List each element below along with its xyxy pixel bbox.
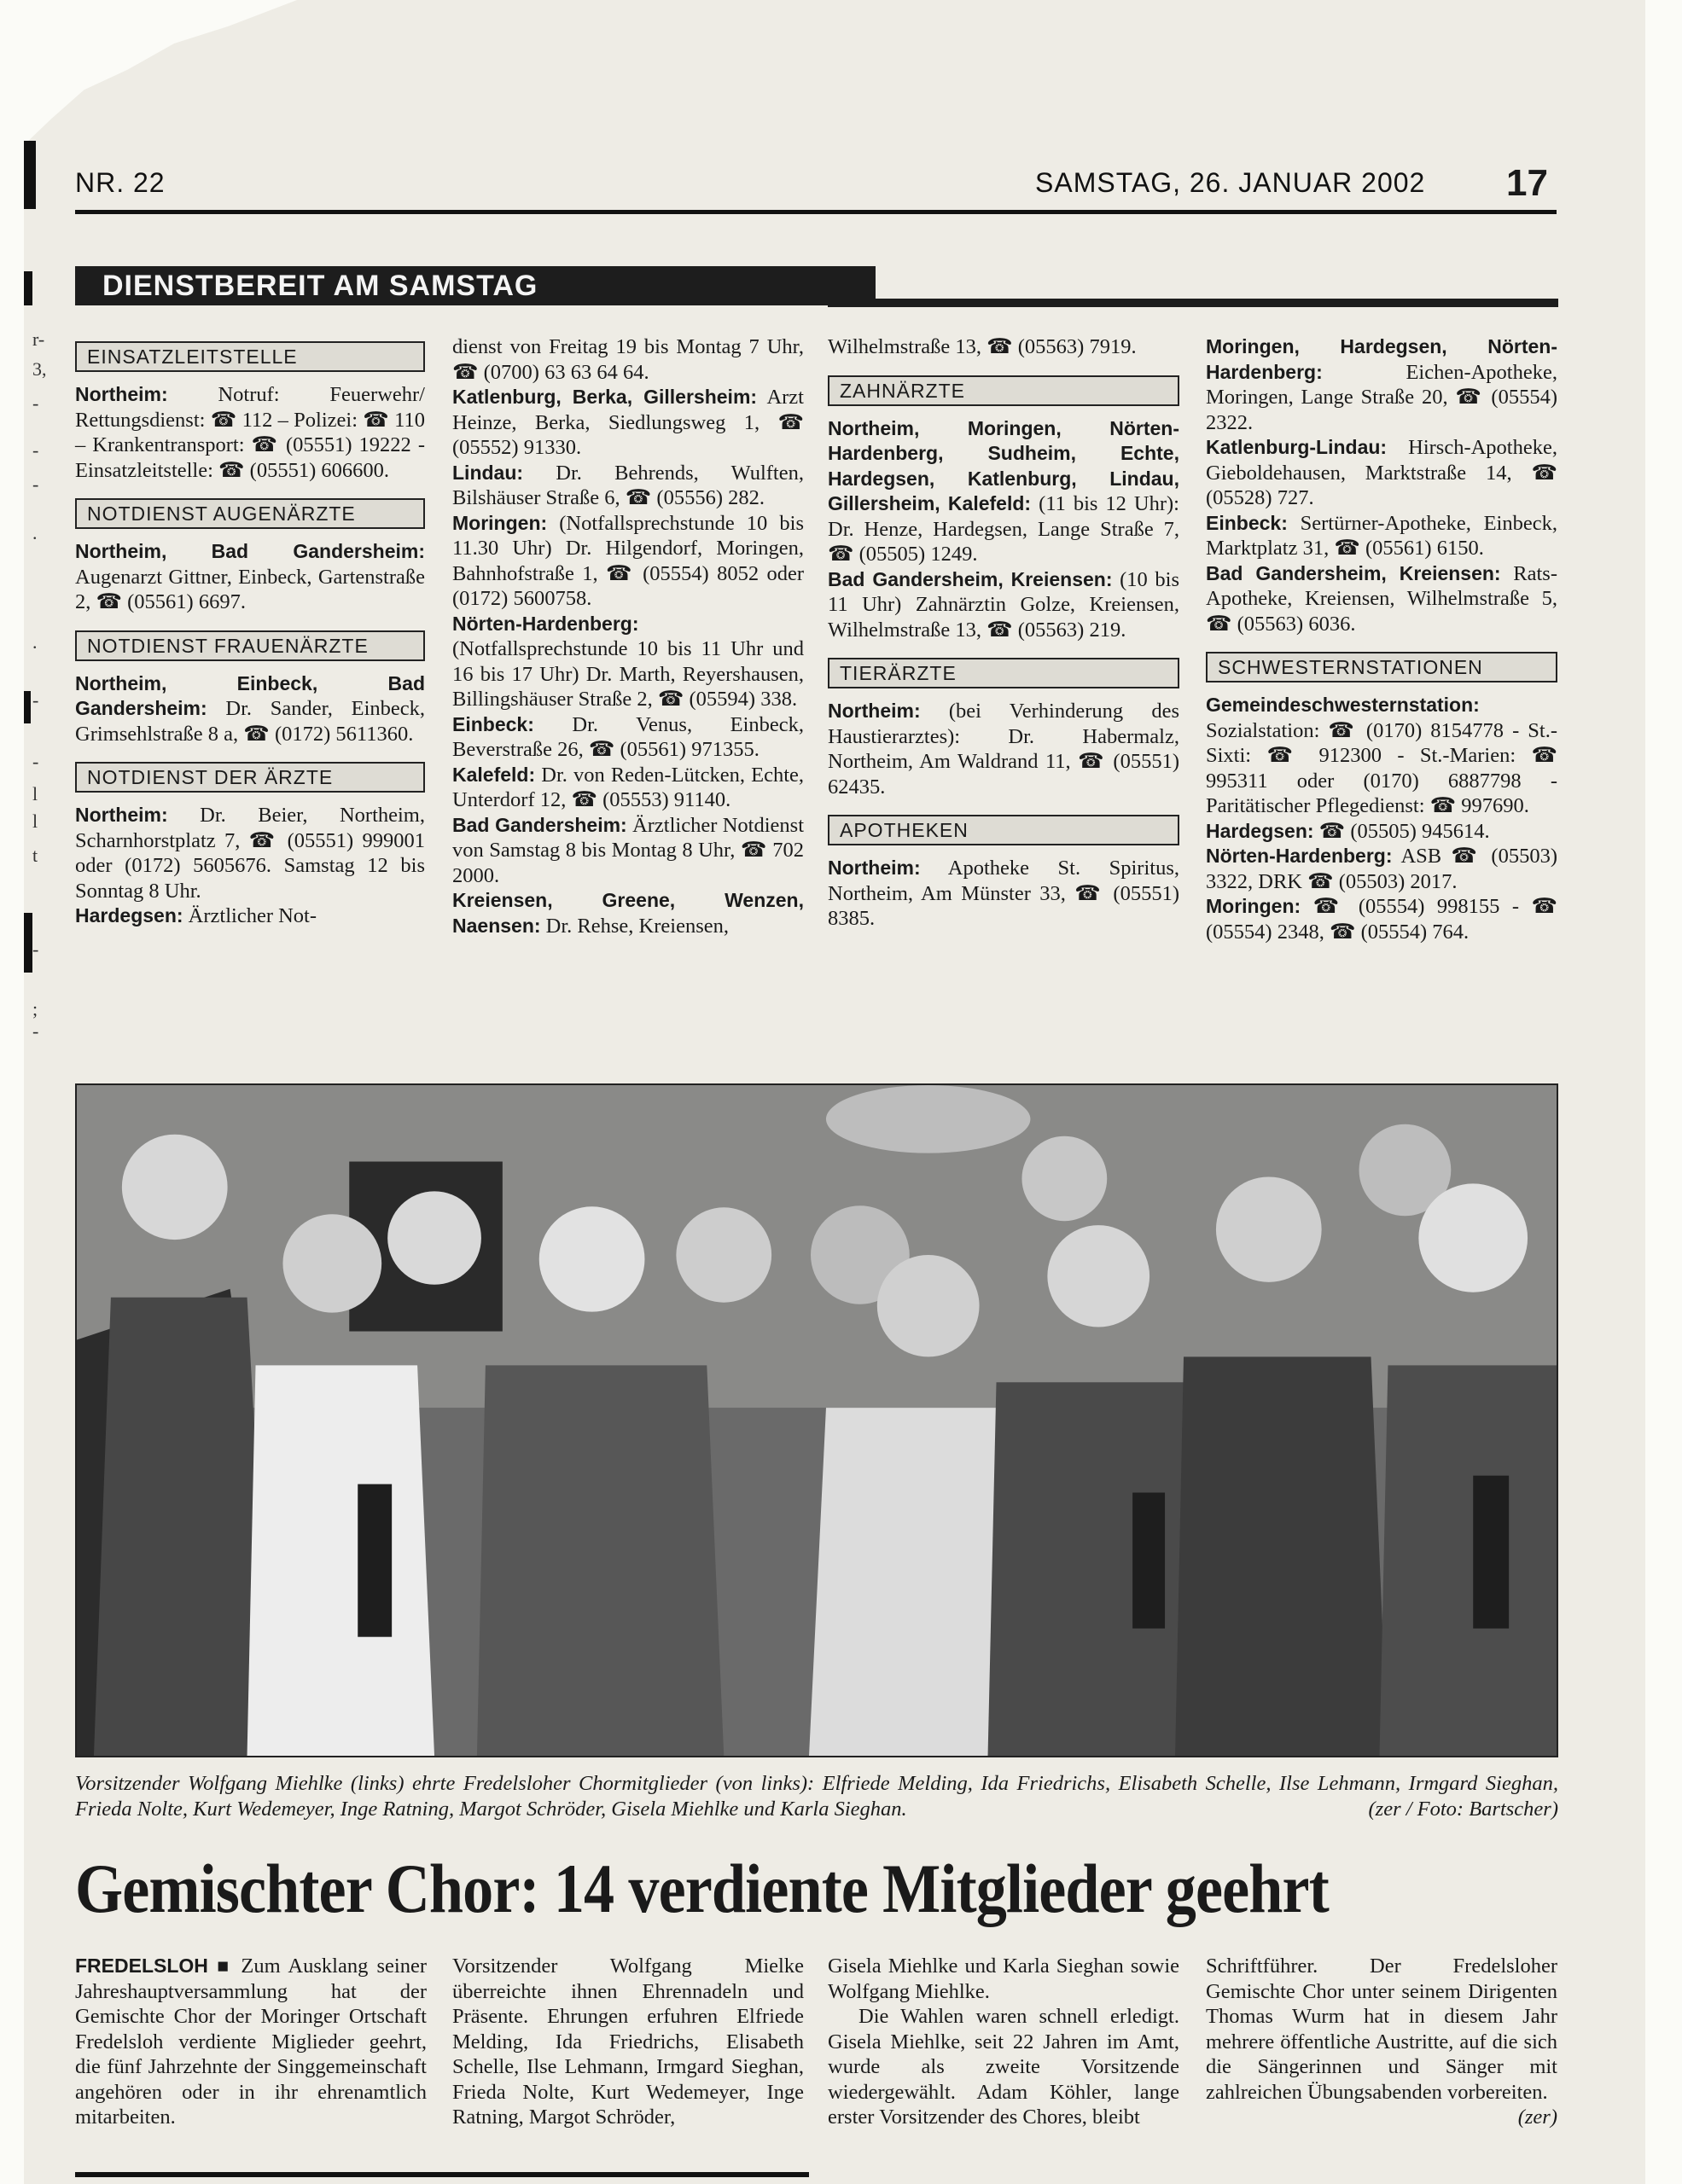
entry-place: Northeim, Moringen, Nörten-Hardenberg, Sudheim, Echte, Hardegsen, Katlenburg, Lindau, Gillersheim, Kalefeld: [828,416,1179,514]
entry-place: Einbeck: [1206,511,1288,534]
service-entry [452,763,804,813]
service-column-1 [75,334,425,929]
article-column-2 [452,1954,804,2130]
edge-mark [24,271,32,305]
photo-caption [75,1771,1558,1822]
entry-place: Nörten-Hardenberg: [1206,845,1393,867]
author-sign: (zer) [1517,2106,1557,2129]
clipped-char: - [32,1020,39,1042]
edge-mark [24,141,36,209]
entry-place: Northeim: [75,804,168,826]
entry-place: Moringen: [1206,895,1301,917]
entry-place: Bad Gandersheim, Kreiensen: [828,567,1113,590]
service-entry [828,567,1179,643]
service-entry [1206,844,1557,894]
clipped-char: ; [32,998,38,1019]
bottom-rule [75,2172,809,2177]
service-entry [75,671,425,747]
entry-place: Northeim: [75,383,168,405]
page-number: 17 [1506,162,1548,204]
article-text: Gisela Miehlke und Karla Sieghan sowie Wolfgang Miehlke. [828,1955,1179,2003]
edge-mark [24,691,31,723]
entry-place: Katlenburg, Berka, Gillersheim: [452,386,758,408]
clipped-char: - [32,392,39,414]
clipped-char: - [32,439,39,461]
service-entry [1206,693,1557,819]
issue-number: NR. 22 [75,167,166,198]
clipped-char: t [32,845,38,866]
article-text: Zum Ausklang seiner Jahreshauptversammlung hat der Gemischte Chor der Moringer Ortschaft Fredelsloh verdiente Miglieder geehrt, die fünf Jahrzehnte der Singgemeinschaft angehören oder in ihr ehrenamtlich mitarbeiten. [75,1955,427,2129]
entry-text: Eichen-Apotheke, Moringen, Lange Straße 20, ☎ (05554) 2322. [1206,360,1557,434]
section-banner: DIENSTBEREIT AM SAMSTAG [75,266,876,305]
service-entry [828,416,1179,567]
service-entry [75,539,425,615]
entry-text: Dr. Venus, Einbeck, Beverstraße 26, ☎ (05561) 971355. [452,712,804,761]
article-column-3 [828,1954,1179,2130]
entry-text: Dr. von Reden-Lütcken, Echte, Unterdorf 12, ☎ (05553) 91140. [452,763,804,811]
article-text: Die Wahlen waren schnell erledigt. Gisela Miehlke, seit 22 Jahren im Amt, wurde als zweite Vorsitzende wiedergewählt. Adam Köhler, lange erster Vorsitzender des Chores, bleibt [828,2005,1179,2129]
entry-text: (bei Verhinderung des Haustierarztes): Dr. Habermalz, Northeim, Am Waldrand 11, ☎ (05551) 62435. [828,700,1179,799]
entry-text: Ärztlicher Not- [183,904,317,927]
section-heading: NOTDIENST AUGENÄRZTE [75,498,425,529]
service-entry [452,813,804,889]
article-text: Vorsitzender Wolfgang Mielke überreichte ihnen Ehrennadeln und Präsente. Ehrungen erfuhren Elfriede Melding, Ida Friedrichs, Elisabeth Schelle, Ilse Lehmann, Irmgard Sieghan, Frieda Nolte, Kurt Wedemeyer, Inge Ratning, Margot Schröder, [452,1955,804,2129]
entry-place: Northeim, Bad Gandersheim: [75,540,425,562]
entry-text: Arzt Heinze, Berka, Siedlungsweg 1, ☎ (05552) 91330. [452,386,804,459]
service-column-2 [452,334,804,938]
service-entry [828,334,1179,360]
entry-place: Bad Gandersheim: [452,813,627,836]
entry-place: Kalefeld: [452,763,536,786]
section-heading: SCHWESTERNSTATIONEN [1206,652,1557,682]
entry-text: Sozialstation: ☎ (0170) 8154778 - St.-Sixti: ☎ 912300 - St.-Marien: ☎ 995311 oder (0170) 6887798 - Paritätischer Pflegedienst: ☎ 997690. [1206,718,1557,817]
section-heading: NOTDIENST FRAUENÄRZTE [75,630,425,661]
service-entry [452,612,804,712]
entry-place: Einbeck: [452,712,534,735]
entry-place: Lindau: [452,461,524,484]
section-heading: EINSATZLEITSTELLE [75,341,425,372]
clipped-char: - [32,689,39,711]
entry-text: (10 bis 11 Uhr) Zahnärztin Golze, Kreiensen, Wilhelmstraße 13, ☎ (05563) 219. [828,567,1179,642]
service-entry [452,511,804,612]
section-heading: APOTHEKEN [828,815,1179,845]
section-heading: TIERÄRZTE [828,658,1179,688]
entry-text: Dr. Behrends, Wulften, Bilshäuser Straße 6, ☎ (05556) 282. [452,461,804,509]
entry-text: Dr. Rehse, Kreiensen, [540,914,729,938]
entry-text: Augenarzt Gittner, Einbeck, Gartenstraße 2, ☎ (05561) 6697. [75,565,425,613]
section-heading: NOTDIENST DER ÄRZTE [75,762,425,793]
service-entry [452,461,804,511]
entry-text: Ärztlicher Notdienst von Samstag 8 bis Montag 8 Uhr, ☎ 702 2000. [452,813,805,887]
article-headline: Gemischter Chor: 14 verdiente Mitglieder geehrt [75,1850,1329,1927]
service-entry [1206,334,1557,435]
clipped-char: - [32,938,39,960]
edge-mark [24,913,32,973]
service-entry [75,382,425,483]
clipped-char: - [32,751,39,772]
entry-text: ☎ (05505) 945614. [1313,819,1490,843]
entry-place: Hardegsen: [75,904,183,926]
service-entry [452,888,804,938]
entry-text: Dr. Sander, Einbeck, Grimsehlstraße 8 a, ☎ (0172) 5611360. [75,697,425,746]
entry-text: Hirsch-Apotheke, Gieboldehausen, Marktstraße 14, ☎ (05528) 727. [1206,436,1557,509]
clipped-char: 3, [32,358,47,380]
service-entry [828,699,1179,799]
article-column-1 [75,1954,427,2130]
service-entry [1206,435,1557,511]
entry-text: Notruf: Feuerwehr/ Rettungsdienst: ☎ 112 – Polizei: ☎ 110 – Krankentransport: ☎ (05551) 19222 - Einsatzleitstelle: ☎ (05551) 606600. [75,383,425,482]
service-entry [75,803,425,903]
entry-place: Bad Gandersheim, Kreiensen: [1206,561,1501,584]
article-column-4 [1206,1954,1557,2130]
entry-place: Northeim: [828,700,921,722]
entry-text: Apotheke St. Spiritus, Northeim, Am Münster 33, ☎ (05551) 8385. [828,857,1179,930]
entry-text: Rats-Apotheke, Kreiensen, Wilhelmstraße 5, ☎ (05563) 6036. [1206,561,1558,636]
service-entry [1206,561,1557,637]
entry-text: (Notfallsprechstunde 10 bis 11 Uhr und 16 bis 17 Uhr) Dr. Marth, Reyershausen, Billingshäuser Straße 2, ☎ (05594) 338. [452,637,804,711]
section-heading: ZAHNÄRZTE [828,375,1179,406]
entry-place: Hardegsen: [1206,819,1314,842]
entry-text: Dr. Beier, Northeim, Scharnhorstplatz 7, ☎ (05551) 999001 oder (0172) 5605676. Samstag 12 bis Sonntag 8 Uhr. [75,804,425,903]
clipped-char: r- [32,328,45,350]
service-entry [828,856,1179,932]
entry-text: (11 bis 12 Uhr): Dr. Henze, Hardegsen, Lange Straße 7, ☎ (05505) 1249. [828,492,1179,566]
group-photo [75,1083,1558,1757]
entry-place: Katlenburg-Lindau: [1206,436,1388,458]
issue-date: SAMSTAG, 26. JANUAR 2002 [1035,167,1426,198]
clipped-char: - [32,473,39,495]
service-column-3 [828,334,1179,932]
banner-rule [828,299,1558,307]
entry-place: Nörten-Hardenberg: [452,612,639,635]
entry-text: dienst von Freitag 19 bis Montag 7 Uhr, ☎ (0700) 63 63 64 64. [452,335,804,384]
service-entry [1206,819,1557,845]
article-text: Schriftführer. Der Fredelsloher Gemischte Chor unter seinem Dirigenten Thomas Wurm hat in diesem Jahr mehrere öffentliche Austritte, auf die sich die Sängerinnen und Sänger mit zahlreichen Übungsabenden vorbereiten. [1206,1955,1557,2104]
entry-place: Gemeindeschwesternstation: [1206,694,1480,716]
entry-place: Northeim, Einbeck, Bad Gandersheim: [75,671,425,719]
entry-text: ☎ (05554) 998155 - ☎ (05554) 2348, ☎ (05554) 764. [1206,895,1557,944]
entry-text: Sertürner-Apotheke, Einbeck, Marktplatz 31, ☎ (05561) 6150. [1206,511,1557,560]
entry-place: Moringen: [452,511,548,534]
entry-text: ASB ☎ (05503) 3322, DRK ☎ (05503) 2017. [1206,845,1557,893]
photo-credit: (zer / Foto: Bartscher) [1368,1798,1558,1821]
clipped-char: . [32,631,38,653]
service-entry [1206,511,1557,561]
service-entry [452,385,804,461]
group-photo-illustration [77,1085,1557,1756]
entry-place: Northeim: [828,857,921,879]
dateline: FREDELSLOH ■ [75,1955,233,1977]
entry-text: Wilhelmstraße 13, ☎ (05563) 7919. [828,335,1137,358]
entry-place: Moringen, Hardegsen, Nörten-Hardenberg: [1206,335,1557,383]
clipped-char: l [32,810,38,832]
service-column-4 [1206,334,1557,944]
clipped-char: . [32,522,38,543]
service-entry [452,712,804,763]
service-entry [1206,894,1557,944]
caption-text: Vorsitzender Wolfgang Miehlke (links) ehrte Fredelsloher Chormitglieder (von links): Elfriede Melding, Ida Friedrichs, Elisabeth Schelle, Ilse Lehmann, Irmgard Sieghan, Frieda Nolte, Kurt Wedemeyer, Inge Ratning, Margot Schröder, Gisela Miehlke und Karla Sieghan. [75,1772,1558,1821]
entry-text: (Notfallsprechstunde 10 bis 11.30 Uhr) Dr. Hilgendorf, Moringen, Bahnhofstraße 1, ☎ (05554) 8052 oder (0172) 5600758. [452,511,804,610]
clipped-char: l [32,783,38,804]
entry-place: Kreiensen, Greene, Wenzen, Naensen: [452,889,804,937]
service-entry [75,903,425,929]
header-rule [75,210,1557,214]
service-entry [452,334,804,385]
